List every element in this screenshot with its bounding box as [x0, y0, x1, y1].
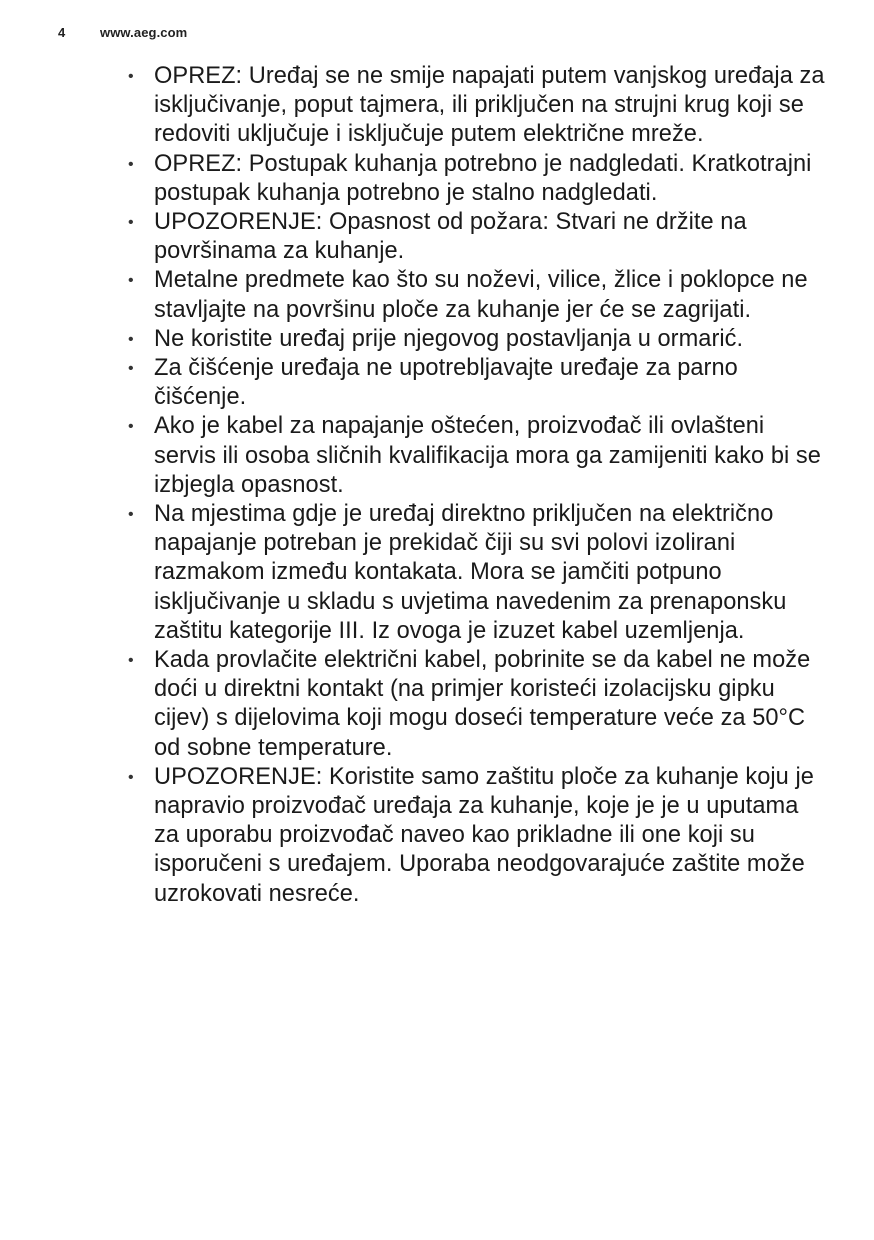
page-header	[58, 22, 187, 42]
list-item	[128, 150, 828, 208]
list-item	[128, 266, 828, 324]
list-item	[128, 646, 828, 763]
list-item-text: Ne koristite uređaj prije njegovog postavljanja u ormarić.	[154, 325, 744, 352]
list-item	[128, 412, 828, 500]
list-item	[128, 763, 828, 909]
list-item-text: Za čišćenje uređaja ne upotrebljavajte uređaje za parno čišćenje.	[154, 355, 738, 411]
bullet-icon: •	[128, 330, 134, 348]
bullet-icon: •	[128, 68, 134, 85]
bullet-icon: •	[128, 155, 134, 173]
list-item	[128, 325, 828, 354]
list-item-text: UPOZORENJE: Opasnost od požara: Stvari ne držite na površinama za kuhanje.	[154, 209, 747, 265]
page-number: 4	[58, 24, 66, 40]
list-item-text: UPOZORENJE: Koristite samo zaštitu ploče za kuhanje koju je napravio proizvođač uređaja za kuhanje, koje je je u uputama za uporabu proizvođač naveo kao prikladne ili one koji su isporučeni s uređajem. Uporaba neodgovarajuće zaštite može uzrokovati nesreće.	[154, 763, 814, 907]
safety-instructions-list	[128, 62, 828, 909]
bullet-icon: •	[128, 506, 134, 524]
bullet-icon: •	[128, 418, 134, 436]
list-item	[128, 500, 828, 646]
list-item-text: OPREZ: Postupak kuhanja potrebno je nadgledati. Kratkotrajni postupak kuhanja potrebno je stalno nadgledati.	[154, 150, 812, 206]
bullet-icon: •	[128, 214, 134, 232]
safety-content	[128, 62, 828, 909]
bullet-icon: •	[128, 652, 134, 670]
bullet-icon: •	[128, 768, 134, 786]
bullet-icon: •	[128, 272, 134, 290]
list-item-text: Kada provlačite električni kabel, pobrinite se da kabel ne može doći u direktni kontakt (na primjer koristeći izolacijsku gipku cijev) s dijelovima koji mogu doseći temperature veće za 50°C od sobne temperature.	[154, 647, 811, 761]
list-item-text: Ako je kabel za napajanje oštećen, proizvođač ili ovlašteni servis ili osoba sličnih kvalifikacija mora ga zamijeniti kako bi se izbjegla opasnost.	[154, 413, 821, 498]
list-item-text: OPREZ: Uređaj se ne smije napajati putem vanjskog uređaja za isključivanje, poput tajmera, ili priključen na strujni krug koji se redoviti uključuje i isključuje putem električne mreže.	[154, 63, 825, 148]
list-item-text: Na mjestima gdje je uređaj direktno priključen na električno napajanje potreban je prekidač čiji su svi polovi izolirani razmakom između kontakata. Mora se jamčiti potpuno isključivanje u skladu s uvjetima navedenim za prenaponsku zaštitu kategorije III. Iz ovoga je izuzet kabel uzemljenja.	[154, 501, 787, 644]
list-item	[128, 354, 828, 412]
list-item-text: Metalne predmete kao što su noževi, vilice, žlice i poklopce ne stavljajte na površinu ploče za kuhanje jer će se zagrijati.	[154, 267, 808, 323]
list-item	[128, 208, 828, 266]
site-url: www.aeg.com	[100, 24, 188, 40]
list-item	[128, 62, 828, 150]
bullet-icon: •	[128, 360, 134, 378]
